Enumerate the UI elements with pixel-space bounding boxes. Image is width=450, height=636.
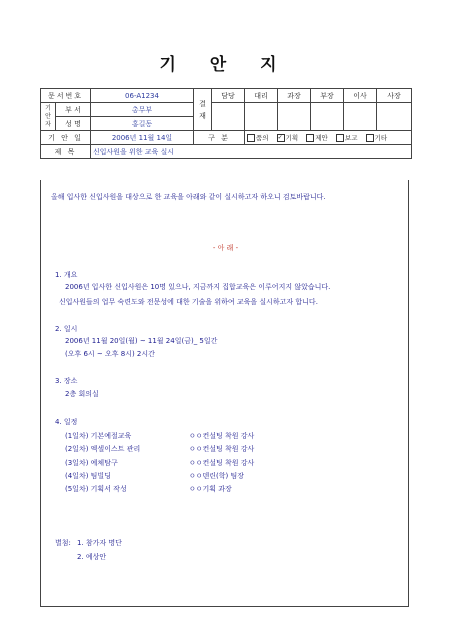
- section-date-line-2: (오후 6시 ~ 오후 8시) 2시간: [65, 350, 155, 358]
- section-overview-title: 1. 개요: [55, 271, 78, 279]
- document-body: [40, 180, 409, 607]
- section-schedule-title: 4. 일정: [55, 418, 78, 426]
- schedule-lecturer-3: ㅇㅇ컨설팅 착원 강사: [189, 459, 255, 467]
- section-overview-line-2: 신입사원들의 업무 숙련도와 전문성에 대한 기술을 위하여 교육을 실시하고자 합니다.: [59, 298, 318, 306]
- name-value: 홍길동: [91, 117, 194, 131]
- subject-label: 제 목: [41, 145, 91, 159]
- section-place-line-1: 2층 회의실: [65, 390, 99, 398]
- approver-5: 이사: [344, 89, 377, 103]
- dept-value: 총무부: [91, 103, 194, 117]
- section-date-line-1: 2006년 11월 20일(월) ~ 11월 24일(금)_ 5일간: [65, 337, 218, 345]
- drafter-label: 기 안 자: [41, 103, 56, 131]
- approval-label: [194, 89, 212, 131]
- category-option-1[interactable]: 품의: [247, 134, 269, 142]
- schedule-day-5: (5일차) 기획서 작성: [65, 485, 127, 493]
- category-label: 구 분: [194, 131, 245, 145]
- section-place-title: 3. 장소: [55, 377, 78, 385]
- document-title: 기 안 지: [159, 55, 291, 75]
- attach-label: 별첨:: [55, 539, 71, 547]
- schedule-day-1: (1일차) 기본예절교육: [65, 432, 132, 440]
- schedule-lecturer-4: ㅇㅇ덴린(학) 팀장: [189, 472, 245, 480]
- sign-box-1: [212, 103, 245, 131]
- schedule-day-2: (2일차) 엑셀이스트 관리: [65, 445, 141, 453]
- section-date-title: 2. 일시: [55, 325, 78, 333]
- schedule-day-4: (4일차) 팀빌딩: [65, 472, 111, 480]
- approval-label-2: 재: [199, 111, 206, 120]
- sign-box-5: [344, 103, 377, 131]
- attachment-2: 2. 예상안: [77, 553, 107, 561]
- sign-box-2: [245, 103, 278, 131]
- category-option-5[interactable]: 기타: [366, 134, 388, 142]
- subject-value: 신입사원을 위한 교육 실시: [91, 145, 412, 159]
- section-overview-line-1: 2006년 입사한 신입사원은 10명 있으나, 지금까지 집합교육은 이루어지지 않았습니다.: [65, 283, 331, 291]
- schedule-lecturer-5: ㅇㅇ기획 과장: [189, 485, 232, 493]
- approver-2: 대리: [245, 89, 278, 103]
- checkbox-pumui[interactable]: [247, 134, 255, 142]
- checkbox-jean[interactable]: [306, 134, 314, 142]
- body-heading: - 아 래 -: [212, 244, 239, 252]
- checkbox-bogo[interactable]: [336, 134, 344, 142]
- category-option-4[interactable]: 보고: [336, 134, 358, 142]
- sign-box-3: [278, 103, 311, 131]
- doc-no-label: 문서번호: [41, 89, 91, 103]
- checkbox-gita[interactable]: [366, 134, 374, 142]
- date-label: 기 안 일: [41, 131, 91, 145]
- category-option-3[interactable]: 제안: [306, 134, 328, 142]
- approval-label-1: 결: [199, 99, 206, 108]
- category-option-2[interactable]: ✓ 기획: [277, 134, 299, 142]
- doc-no-value: 06-A1234: [91, 89, 194, 103]
- approver-3: 과장: [278, 89, 311, 103]
- schedule-lecturer-1: ㅇㅇ컨설팅 착원 강사: [189, 432, 255, 440]
- attachment-1: 1. 참가자 명단: [77, 539, 122, 547]
- header-table: [40, 88, 412, 159]
- category-options: [245, 131, 412, 145]
- checkbox-gihoek[interactable]: [277, 134, 285, 142]
- sign-box-6: [377, 103, 412, 131]
- approver-6: 사장: [377, 89, 412, 103]
- approver-1: 담당: [212, 89, 245, 103]
- intro-text: 올해 입사한 신입사원을 대상으로 한 교육을 아래와 같이 실시하고자 하오니 검토바랍니다.: [51, 193, 326, 201]
- name-label: 성 명: [56, 117, 91, 131]
- date-value: 2006년 11월 14일: [91, 131, 194, 145]
- sign-box-4: [311, 103, 344, 131]
- schedule-day-3: (3일차) 예체탐구: [65, 459, 118, 467]
- approver-4: 부장: [311, 89, 344, 103]
- schedule-lecturer-2: ㅇㅇ컨설팅 착원 강사: [189, 445, 255, 453]
- dept-label: 부 서: [56, 103, 91, 117]
